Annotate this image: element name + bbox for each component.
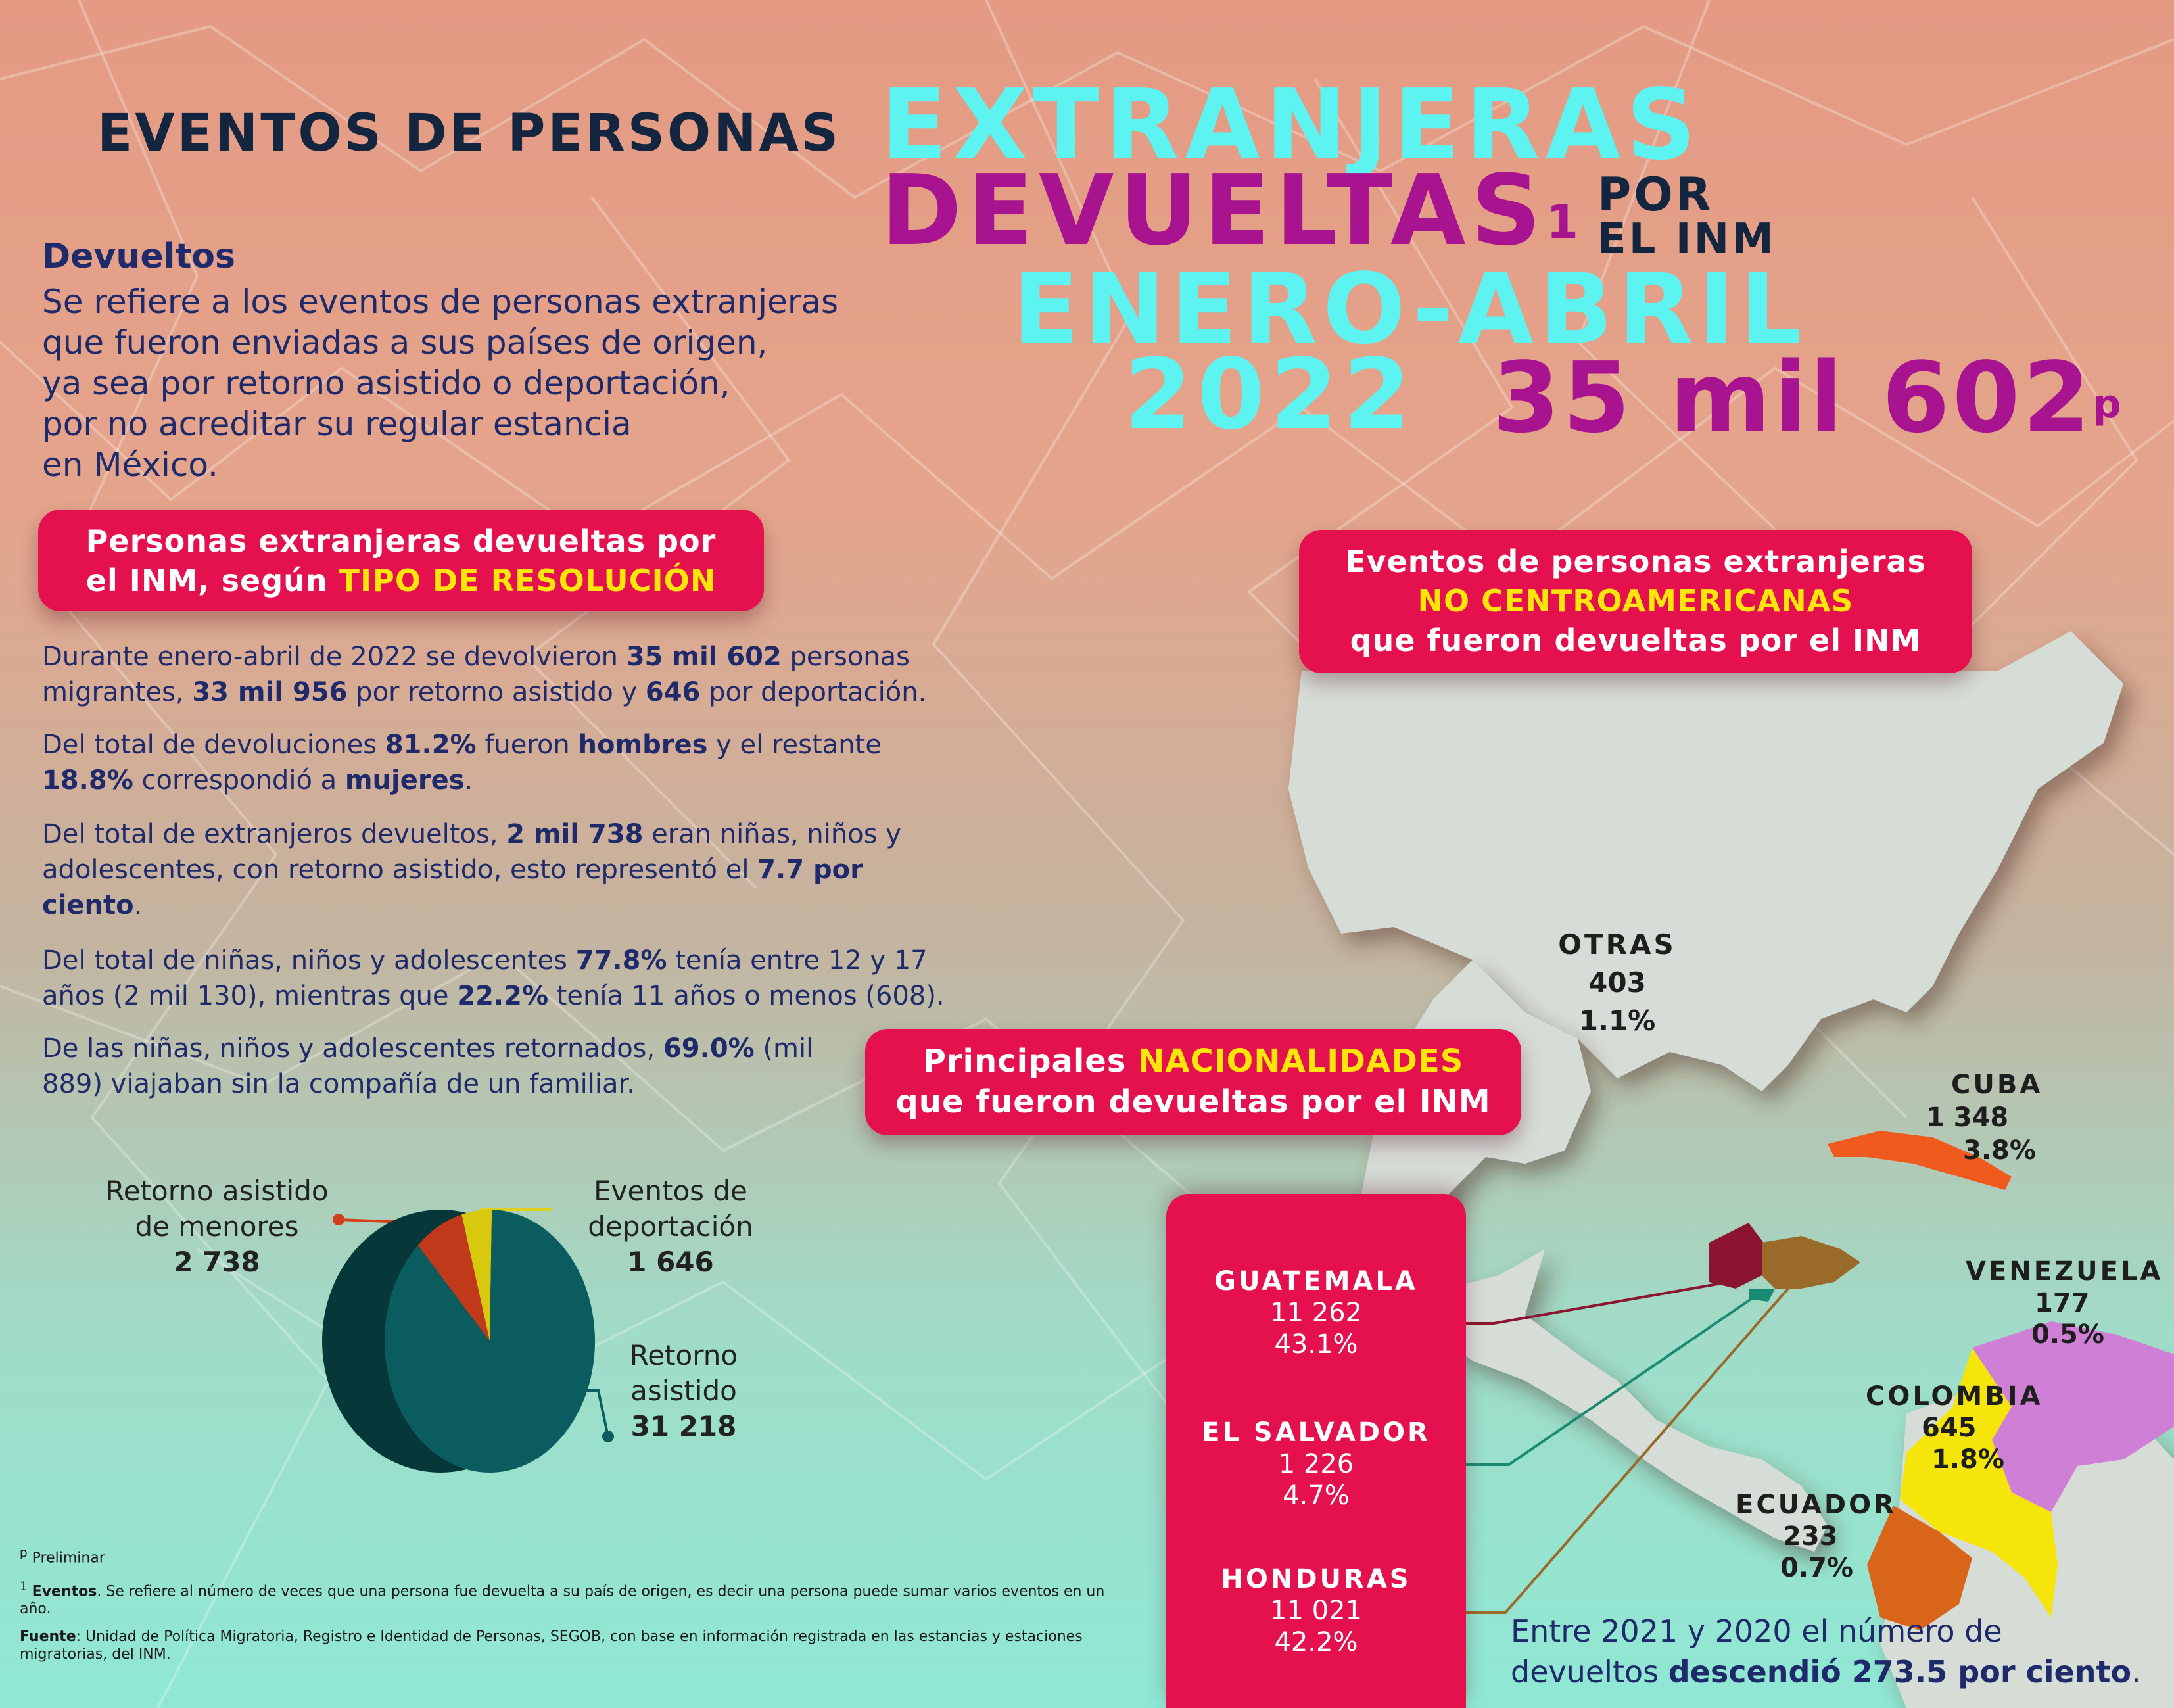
total-preliminary-mark: p: [2092, 381, 2124, 427]
pie-label-deport-line1: Eventos de: [594, 1175, 747, 1207]
el-salvador-pct: 4.7%: [1283, 1481, 1350, 1511]
ecuador-pct: 0.7%: [1780, 1553, 1853, 1583]
fact-text: correspondió a: [133, 765, 345, 795]
resolution-pill-prefix: el INM, según: [85, 563, 339, 598]
colombia-name: COLOMBIA: [1866, 1381, 2043, 1411]
guatemala-pct: 43.1%: [1274, 1329, 1358, 1360]
fact-text: Durante enero-abril de 2022 se devolvieron: [42, 642, 626, 672]
otras-pct: 1.1%: [1578, 1005, 1656, 1037]
cuba-name: CUBA: [1951, 1070, 2043, 1100]
non-ca-pill-line2: NO CENTROAMERICANAS: [1417, 583, 1854, 619]
total-value: 35 mil 602: [1492, 341, 2093, 454]
pie-label-retorno: [605, 1338, 763, 1444]
fact-text: fueron: [476, 730, 579, 760]
non-ca-pill-line3: que fueron devueltas por el INM: [1350, 623, 1922, 658]
fact-text: por retorno asistido y: [347, 677, 646, 707]
colombia-value: 645: [1922, 1413, 1977, 1443]
definition-heading: Devueltos: [42, 237, 235, 276]
pie-label-deportacion: [565, 1174, 776, 1280]
nat-pill-line1: [865, 1041, 1521, 1081]
pie-label-deport-line2: deportación: [588, 1210, 753, 1243]
fact-text: Del total de extranjeros devueltos,: [42, 819, 507, 849]
fact-paragraph: [42, 1031, 870, 1102]
region-otras: [1545, 926, 1690, 1040]
fact-text: (mil 889) viajaban sin la compañía de un familiar.: [42, 1033, 814, 1099]
footnote-fuente-text: : Unidad de Política Migratoria, Registro e Identidad de Personas, SEGOB, con base en información registrada en las estancias y estaciones migratorias, del INM.: [20, 1628, 1083, 1663]
pie-value-deportacion: 1 646: [627, 1246, 714, 1278]
definition-line: ya sea por retorno asistido o deportación,: [42, 364, 730, 402]
resolution-pill-accent: TIPO DE RESOLUCIÓN: [339, 563, 717, 598]
footnote-eventos: [20, 1578, 1131, 1618]
fact-text: tenía entre 12 y 17 años (2 mil 130), mientras que: [42, 945, 928, 1011]
fact-highlight: 33 mil 956: [192, 677, 348, 707]
cuba-value: 1 348: [1926, 1103, 2009, 1133]
footnote-preliminar-mark: p: [20, 1546, 28, 1560]
otras-value: 403: [1588, 966, 1646, 999]
el-salvador-name: EL SALVADOR: [1202, 1417, 1430, 1448]
fact-paragraph: [42, 727, 962, 798]
venezuela-value: 177: [2035, 1288, 2090, 1318]
bottom-note-accent: descendió 273.5 por ciento: [1668, 1654, 2132, 1690]
bottom-note-line2: [1511, 1651, 2168, 1692]
bottom-note-line1: Entre 2021 y 2020 el número de: [1511, 1613, 2002, 1649]
fact-text: personas migrantes,: [42, 642, 910, 707]
fact-text: tenía 11 años o menos (608).: [548, 981, 945, 1011]
pie-label-menores-line2: de menores: [135, 1210, 299, 1243]
nationalities-pill: [865, 1029, 1521, 1135]
nat-pill-accent: NACIONALIDADES: [1138, 1043, 1464, 1079]
fact-paragraph: [42, 639, 962, 710]
nat-pill-line2: que fueron devueltas por el INM: [895, 1083, 1491, 1120]
fact-highlight: 81.2%: [385, 730, 477, 760]
fact-highlight: 69.0%: [663, 1033, 755, 1064]
title-line1: EVENTOS DE PERSONAS: [97, 104, 841, 163]
fact-text: Del total de devoluciones: [42, 730, 385, 760]
footnote-eventos-text: . Se refiere al número de veces que una persona fue devuelta a su país de origen, es decir una persona puede sumar varios eventos en un año.: [20, 1583, 1105, 1618]
fact-highlight: 2 mil 738: [506, 819, 644, 849]
guatemala-name: GUATEMALA: [1214, 1266, 1418, 1296]
footnote-preliminar-text: Preliminar: [27, 1550, 105, 1567]
footnote-eventos-mark: 1: [20, 1580, 28, 1594]
definition-line: por no acreditar su regular estancia: [42, 405, 632, 443]
footnote-fuente-term: Fuente: [20, 1628, 76, 1645]
region-cuba: [1926, 1068, 2084, 1167]
pie-value-menores: 2 738: [174, 1246, 260, 1278]
definition-line: Se refiere a los eventos de personas extranjeras: [42, 283, 839, 321]
title-accent-extranjeras: EXTRANJERAS: [881, 68, 1701, 181]
region-ecuador: [1736, 1489, 1906, 1584]
fact-highlight: hombres: [578, 730, 708, 760]
fact-text: eran niñas, niños y adolescentes, con retorno asistido, esto representó el: [42, 819, 901, 885]
pie-label-retorno-line1: Retorno: [629, 1339, 738, 1371]
honduras-name: HONDURAS: [1221, 1564, 1411, 1594]
title-devueltas: [881, 154, 1584, 267]
fact-text: por deportación.: [700, 677, 927, 707]
el-salvador-value: 1 226: [1278, 1449, 1354, 1479]
region-colombia: [1866, 1381, 2063, 1475]
fact-text: Del total de niñas, niños y adolescentes: [42, 945, 576, 976]
fact-text: .: [133, 890, 143, 920]
cuba-pct: 3.8%: [1963, 1135, 2036, 1166]
pie-value-retorno: 31 218: [630, 1410, 737, 1442]
fact-text: De las niñas, niños y adolescentes retornados,: [42, 1033, 663, 1064]
definition-line: que fueron enviadas a sus países de origen,: [42, 323, 768, 362]
fact-text: .: [464, 765, 473, 795]
title-period: ENERO-ABRIL: [1012, 252, 1807, 366]
country-el-salvador: [1166, 1417, 1466, 1511]
bottom-note-prefix: devueltos: [1511, 1654, 1668, 1690]
resolution-pill-line1: Personas extranjeras devueltas por: [85, 523, 717, 559]
fact-paragraph: [42, 817, 962, 923]
title-devueltas-text: DEVUELTAS: [881, 154, 1547, 267]
ecuador-name: ECUADOR: [1736, 1490, 1897, 1520]
resolution-pill-line2: [38, 561, 764, 600]
nat-pill-prefix: Principales: [922, 1043, 1139, 1079]
title-por: POR: [1597, 168, 1714, 222]
country-honduras: [1166, 1563, 1466, 1658]
honduras-value: 11 021: [1270, 1596, 1362, 1626]
fact-highlight: 77.8%: [575, 945, 667, 976]
footnote-eventos-term: Eventos: [32, 1583, 97, 1600]
otras-name: OTRAS: [1558, 928, 1676, 961]
title-footnote-mark: 1: [1546, 195, 1584, 249]
fact-highlight: 646: [645, 677, 701, 707]
fact-highlight: 7.7 por ciento: [42, 855, 863, 920]
definition-line: en México.: [42, 446, 218, 484]
venezuela-name: VENEZUELA: [1966, 1256, 2163, 1287]
title-el-inm: EL INM: [1597, 215, 1776, 264]
ecuador-value: 233: [1783, 1521, 1838, 1552]
title-total: [1492, 341, 2124, 454]
honduras-pct: 42.2%: [1274, 1627, 1358, 1657]
pie-label-retorno-line2: asistido: [630, 1375, 737, 1407]
title-year: 2022: [1124, 338, 1416, 451]
fact-paragraph: [42, 943, 962, 1014]
pie-label-menores-line1: Retorno asistido: [105, 1175, 329, 1207]
definition-text: [42, 281, 838, 485]
venezuela-pct: 0.5%: [2031, 1319, 2104, 1350]
pie-label-menores: [85, 1174, 348, 1280]
fact-highlight: 22.2%: [457, 981, 549, 1011]
fact-text: y el restante: [707, 730, 882, 760]
footnote-preliminar: [20, 1546, 105, 1566]
region-venezuela: [1966, 1256, 2174, 1350]
colombia-pct: 1.8%: [1931, 1444, 2004, 1475]
resolution-type-pill: [38, 510, 764, 611]
fact-highlight: 18.8%: [42, 765, 133, 795]
country-guatemala: [1166, 1266, 1466, 1360]
non-ca-pill-line1: Eventos de personas extranjeras: [1345, 544, 1926, 579]
bottom-note-suffix: .: [2131, 1654, 2141, 1690]
footnote-fuente: [20, 1628, 1131, 1663]
bottom-note: [1511, 1611, 2168, 1692]
fact-highlight: 35 mil 602: [626, 642, 782, 672]
fact-highlight: mujeres: [344, 765, 465, 795]
non-central-american-pill: [1299, 530, 1972, 673]
guatemala-value: 11 262: [1270, 1298, 1362, 1328]
